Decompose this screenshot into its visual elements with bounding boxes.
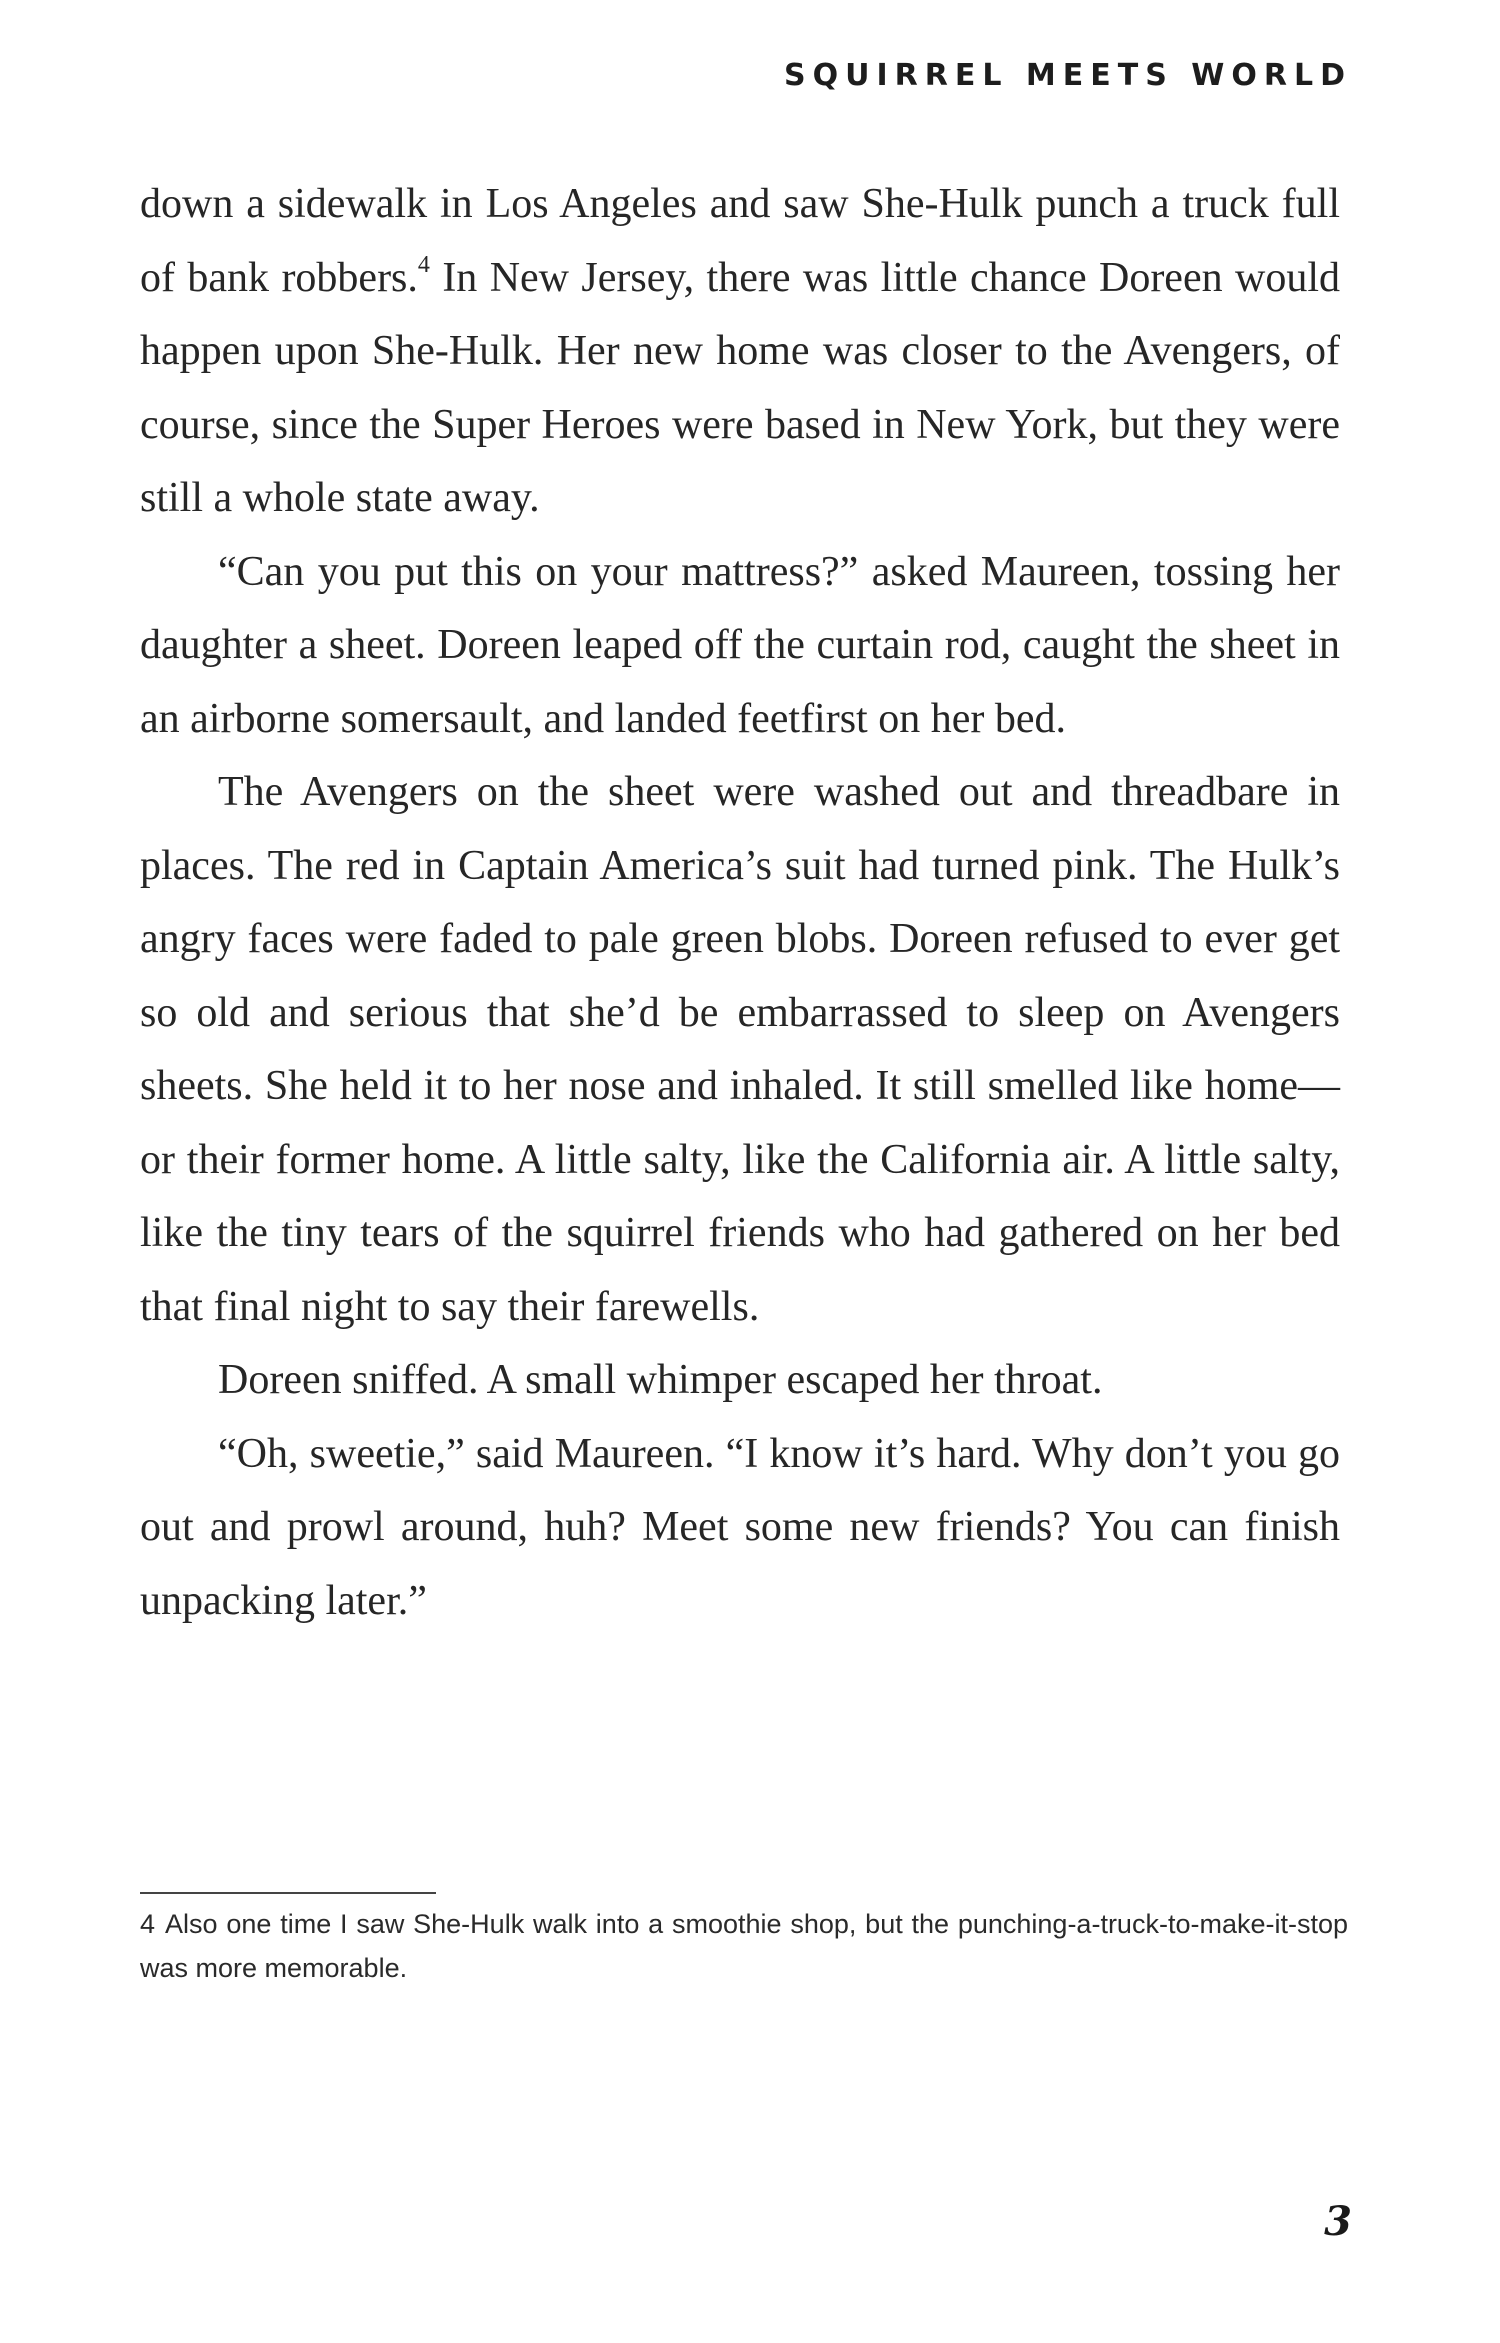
paragraph-2: “Can you put this on your mattress?” asked Maureen, tossing her daughter a sheet. Doreen leaped off the curtain rod, caught the sheet in an airborne somersault, and landed feetfirst on her bed. — [140, 548, 1340, 742]
body-text — [140, 168, 1340, 1638]
footnote-text: Also one time I saw She-Hulk walk into a smoothie shop, but the punching-a-truck-to-make-it-stop was more memorable. — [140, 1909, 1348, 1983]
footnote-divider — [140, 1892, 436, 1894]
paragraph-4: Doreen sniffed. A small whimper escaped her throat. — [218, 1357, 1103, 1403]
footnote — [140, 1902, 1348, 1990]
running-head: SQUIRREL MEETS WORLD — [784, 58, 1352, 93]
page-number: 3 — [1324, 2198, 1352, 2245]
paragraph-5: “Oh, sweetie,” said Maureen. “I know it’s hard. Why don’t you go out and prowl around, huh? Meet some new friends? You can finish unpacking later.” — [140, 1430, 1340, 1624]
footnote-number: 4 — [140, 1909, 156, 1939]
paragraph-1-b: In New Jersey, there was little chance Doreen would happen upon She-Hulk. Her new home was closer to the Avengers, of course, since the Super Heroes were based in New York, but they were still a whole state away. — [140, 254, 1340, 521]
paragraph-1-a: down a sidewalk in Los Angeles and saw She-Hulk punch a truck full of bank robbers. — [140, 181, 1340, 301]
footnote-reference: 4 — [417, 251, 430, 278]
paragraph-1 — [140, 168, 1340, 536]
paragraph-3: The Avengers on the sheet were washed out and threadbare in places. The red in Captain America’s suit had turned pink. The Hulk’s angry faces were faded to pale green blobs. Doreen refused to ever get so old and serious that she’d be embarrassed to sleep on Avengers sheets. She held it to her nose and inhaled. It still smelled like home—or their former home. A little salty, like the California air. A little salty, like the tiny tears of the squirrel friends who had gathered on her bed that final night to say their farewells. — [140, 769, 1340, 1330]
